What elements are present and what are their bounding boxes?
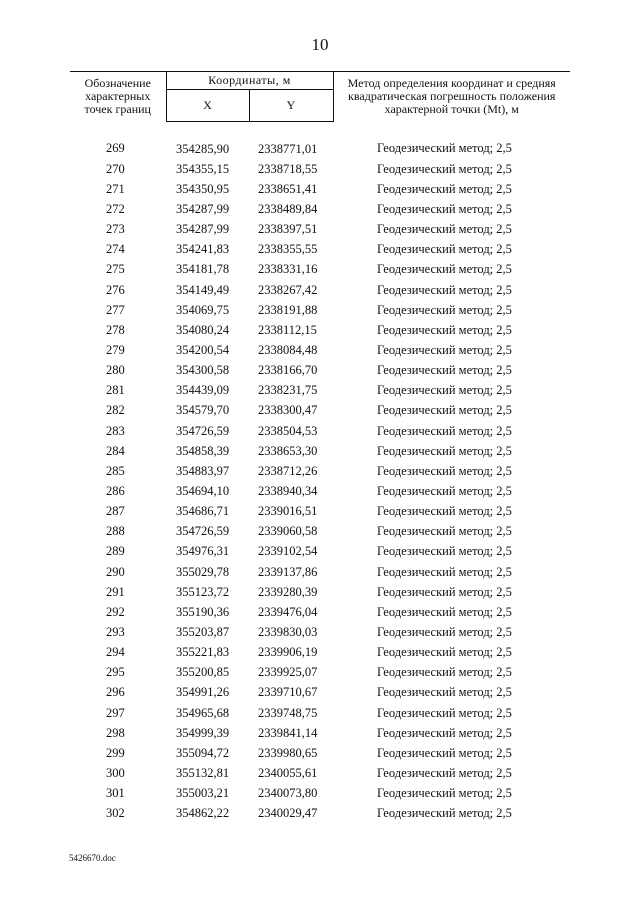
cell-x: 355200,85 (176, 665, 230, 680)
cell-y: 2338653,30 (258, 443, 318, 458)
cell-point-id: 272 (106, 201, 125, 216)
cell-y: 2340055,61 (258, 765, 318, 780)
cell-point-id: 295 (106, 665, 125, 680)
cell-method: Геодезический метод; 2,5 (377, 161, 512, 176)
cell-x: 354285,90 (176, 141, 230, 156)
cell-method: Геодезический метод; 2,5 (377, 201, 512, 216)
table-row (70, 340, 570, 360)
cell-x: 355029,78 (176, 564, 230, 579)
table-row (70, 220, 570, 240)
cell-x: 354355,15 (176, 161, 230, 176)
cell-point-id: 279 (106, 342, 125, 357)
cell-method: Геодезический метод; 2,5 (377, 624, 512, 639)
cell-x: 354149,49 (176, 282, 230, 297)
cell-point-id: 293 (106, 624, 125, 639)
cell-point-id: 294 (106, 645, 125, 660)
cell-method: Геодезический метод; 2,5 (377, 342, 512, 357)
table-row (70, 401, 570, 421)
cell-x: 354200,54 (176, 342, 230, 357)
cell-x: 354694,10 (176, 483, 230, 498)
cell-y: 2338166,70 (258, 363, 318, 378)
cell-point-id: 288 (106, 524, 125, 539)
cell-x: 354991,26 (176, 685, 230, 700)
cell-point-id: 275 (106, 262, 125, 277)
table-row (70, 562, 570, 582)
table-row (70, 461, 570, 481)
cell-x: 354726,59 (176, 423, 230, 438)
cell-point-id: 300 (106, 765, 125, 780)
cell-x: 355203,87 (176, 624, 230, 639)
table-row (70, 320, 570, 340)
table-row (70, 522, 570, 542)
cell-y: 2339102,54 (258, 544, 318, 559)
cell-method: Геодезический метод; 2,5 (377, 483, 512, 498)
cell-x: 354241,83 (176, 242, 230, 257)
table-row (70, 703, 570, 723)
cell-point-id: 271 (106, 181, 125, 196)
cell-x: 354439,09 (176, 383, 230, 398)
cell-x: 355123,72 (176, 584, 230, 599)
cell-y: 2339710,67 (258, 685, 318, 700)
cell-x: 354976,31 (176, 544, 230, 559)
cell-y: 2338355,55 (258, 242, 318, 257)
cell-x: 354686,71 (176, 504, 230, 519)
cell-y: 2338084,48 (258, 342, 318, 357)
table-row (70, 804, 570, 824)
cell-y: 2339830,03 (258, 624, 318, 639)
cell-point-id: 296 (106, 685, 125, 700)
cell-method: Геодезический метод; 2,5 (377, 604, 512, 619)
table-row (70, 663, 570, 683)
cell-point-id: 278 (106, 322, 125, 337)
cell-y: 2339476,04 (258, 604, 318, 619)
cell-y: 2338231,75 (258, 383, 318, 398)
cell-method: Геодезический метод; 2,5 (377, 403, 512, 418)
table-row (70, 300, 570, 320)
cell-point-id: 302 (106, 806, 125, 821)
header-method: Метод определения координат и средняя квадратическая погрешность положения характерной точки (Mt), м (333, 72, 570, 122)
table-row (70, 643, 570, 663)
cell-method: Геодезический метод; 2,5 (377, 504, 512, 519)
table-row (70, 743, 570, 763)
table-row (70, 723, 570, 743)
cell-x: 354883,97 (176, 463, 230, 478)
cell-y: 2338718,55 (258, 161, 318, 176)
cell-method: Геодезический метод; 2,5 (377, 141, 512, 156)
table-row (70, 683, 570, 703)
cell-point-id: 270 (106, 161, 125, 176)
cell-method: Геодезический метод; 2,5 (377, 463, 512, 478)
table-row (70, 502, 570, 522)
table-row (70, 582, 570, 602)
header-coordinates: Координаты, м (166, 72, 333, 90)
table-row (70, 763, 570, 783)
cell-method: Геодезический метод; 2,5 (377, 302, 512, 317)
cell-y: 2339137,86 (258, 564, 318, 579)
table-row (70, 361, 570, 381)
cell-method: Геодезический метод; 2,5 (377, 443, 512, 458)
cell-y: 2339906,19 (258, 645, 318, 660)
cell-point-id: 287 (106, 504, 125, 519)
cell-x: 354965,68 (176, 705, 230, 720)
table-row (70, 421, 570, 441)
cell-x: 355094,72 (176, 745, 230, 760)
table-row (70, 179, 570, 199)
cell-y: 2339841,14 (258, 725, 318, 740)
cell-y: 2338112,15 (258, 322, 317, 337)
cell-x: 354350,95 (176, 181, 230, 196)
cell-point-id: 301 (106, 786, 125, 801)
table-row (70, 240, 570, 260)
cell-point-id: 286 (106, 483, 125, 498)
page-number: 10 (311, 35, 329, 54)
cell-y: 2338940,34 (258, 483, 318, 498)
cell-method: Геодезический метод; 2,5 (377, 282, 512, 297)
cell-y: 2339016,51 (258, 504, 318, 519)
cell-method: Геодезический метод; 2,5 (377, 262, 512, 277)
cell-method: Геодезический метод; 2,5 (377, 665, 512, 680)
cell-method: Геодезический метод; 2,5 (377, 685, 512, 700)
table-row (70, 260, 570, 280)
cell-point-id: 274 (106, 242, 125, 257)
cell-y: 2339748,75 (258, 705, 318, 720)
cell-x: 354862,22 (176, 806, 230, 821)
cell-point-id: 282 (106, 403, 125, 418)
cell-y: 2338300,47 (258, 403, 318, 418)
cell-method: Геодезический метод; 2,5 (377, 806, 512, 821)
cell-x: 355190,36 (176, 604, 230, 619)
cell-point-id: 291 (106, 584, 125, 599)
cell-point-id: 289 (106, 544, 125, 559)
header-x: X (166, 90, 249, 122)
cell-x: 355221,83 (176, 645, 230, 660)
cell-point-id: 297 (106, 705, 125, 720)
cell-method: Геодезический метод; 2,5 (377, 786, 512, 801)
cell-x: 354287,99 (176, 201, 230, 216)
cell-x: 354300,58 (176, 363, 230, 378)
cell-method: Геодезический метод; 2,5 (377, 765, 512, 780)
table-row (70, 481, 570, 501)
footer-filename: 5426670.doc (69, 853, 116, 863)
cell-y: 2339280,39 (258, 584, 318, 599)
cell-point-id: 290 (106, 564, 125, 579)
cell-method: Геодезический метод; 2,5 (377, 705, 512, 720)
table-row (70, 159, 570, 179)
coordinates-table (70, 71, 570, 824)
cell-y: 2338397,51 (258, 222, 318, 237)
cell-y: 2338191,88 (258, 302, 318, 317)
cell-y: 2338489,84 (258, 201, 318, 216)
table-row (70, 602, 570, 622)
cell-y: 2340029,47 (258, 806, 318, 821)
cell-method: Геодезический метод; 2,5 (377, 363, 512, 378)
cell-y: 2338651,41 (258, 181, 318, 196)
cell-point-id: 281 (106, 383, 125, 398)
table-row (70, 622, 570, 642)
cell-point-id: 276 (106, 282, 125, 297)
cell-method: Геодезический метод; 2,5 (377, 383, 512, 398)
cell-point-id: 283 (106, 423, 125, 438)
cell-x: 354287,99 (176, 222, 230, 237)
table-row (70, 122, 570, 160)
table-row (70, 199, 570, 219)
cell-x: 354999,39 (176, 725, 230, 740)
cell-method: Геодезический метод; 2,5 (377, 564, 512, 579)
cell-method: Геодезический метод; 2,5 (377, 745, 512, 760)
cell-point-id: 269 (106, 141, 125, 156)
cell-y: 2338712,26 (258, 463, 318, 478)
cell-y: 2339060,58 (258, 524, 318, 539)
cell-y: 2338504,53 (258, 423, 318, 438)
cell-point-id: 299 (106, 745, 125, 760)
cell-y: 2339925,07 (258, 665, 318, 680)
cell-method: Геодезический метод; 2,5 (377, 222, 512, 237)
cell-x: 354181,78 (176, 262, 230, 277)
cell-method: Геодезический метод; 2,5 (377, 645, 512, 660)
table-row (70, 280, 570, 300)
cell-x: 354858,39 (176, 443, 230, 458)
cell-method: Геодезический метод; 2,5 (377, 242, 512, 257)
cell-method: Геодезический метод; 2,5 (377, 544, 512, 559)
cell-x: 354726,59 (176, 524, 230, 539)
cell-method: Геодезический метод; 2,5 (377, 584, 512, 599)
cell-point-id: 298 (106, 725, 125, 740)
header-y: Y (249, 90, 333, 122)
cell-method: Геодезический метод; 2,5 (377, 725, 512, 740)
cell-method: Геодезический метод; 2,5 (377, 322, 512, 337)
cell-x: 354080,24 (176, 322, 230, 337)
cell-y: 2338331,16 (258, 262, 318, 277)
table-row (70, 542, 570, 562)
cell-method: Геодезический метод; 2,5 (377, 423, 512, 438)
cell-y: 2339980,65 (258, 745, 318, 760)
cell-point-id: 280 (106, 363, 125, 378)
cell-x: 354579,70 (176, 403, 230, 418)
table-row (70, 784, 570, 804)
cell-method: Геодезический метод; 2,5 (377, 181, 512, 196)
cell-x: 355132,81 (176, 765, 230, 780)
cell-y: 2338771,01 (258, 141, 318, 156)
header-point-designation: Обозначение характерных точек границ (70, 72, 166, 122)
cell-y: 2340073,80 (258, 786, 318, 801)
table-row (70, 381, 570, 401)
table-header (70, 72, 570, 122)
cell-point-id: 292 (106, 604, 125, 619)
cell-method: Геодезический метод; 2,5 (377, 524, 512, 539)
cell-x: 354069,75 (176, 302, 230, 317)
table-body (70, 122, 570, 824)
cell-y: 2338267,42 (258, 282, 318, 297)
cell-point-id: 273 (106, 222, 125, 237)
table-row (70, 441, 570, 461)
cell-x: 355003,21 (176, 786, 230, 801)
cell-point-id: 285 (106, 463, 125, 478)
cell-point-id: 277 (106, 302, 125, 317)
cell-point-id: 284 (106, 443, 125, 458)
